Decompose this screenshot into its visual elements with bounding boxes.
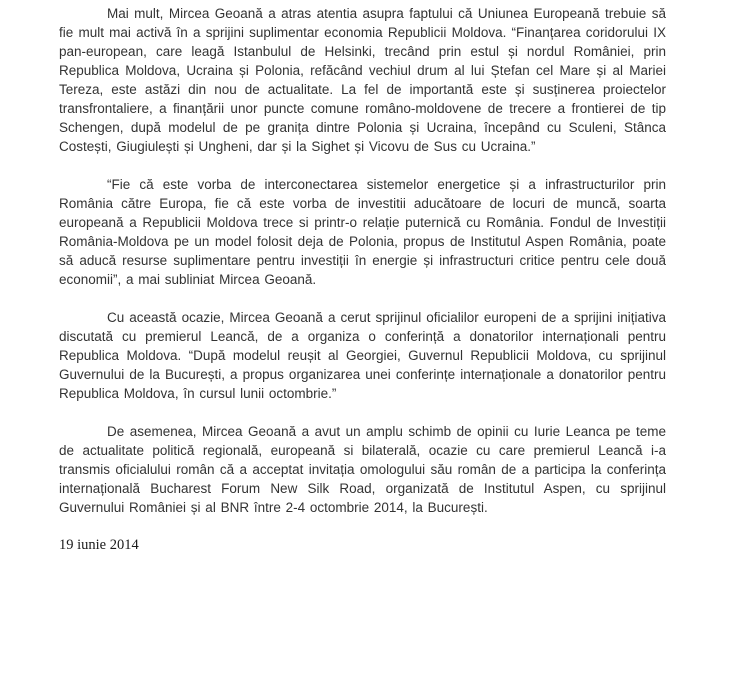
document-date: 19 iunie 2014: [59, 537, 139, 553]
paragraph-2: “Fie că este vorba de interconectarea sistemelor energetice și a infrastructurilor prin România către Europa, fie că este vorba de investitii aducătoare de locuri de muncă, soarta europeană a Republicii Moldova trece si printr-o relație puternică cu România. Fondul de Investiții România-Moldova pe un model folosit deja de Polonia, propus de Institutul Aspen România, poate să aducă resurse suplimentare pentru investiții în energie și infrastructuri critice pentru cele două economii”, a mai subliniat Mircea Geoană.: [59, 177, 666, 287]
paragraph-3: Cu această ocazie, Mircea Geoană a cerut sprijinul oficialilor europeni de a sprijini inițiativa discutată cu premierul Leancă, de a organiza o conferință a donatorilor internaționali pentru Republica Moldova. “După modelul reușit al Georgiei, Guvernul Republicii Moldova, cu sprijinul Guvernului de la București, a propus organizarea unei conferințe internaționale a donatorilor pentru Republica Moldova, în cursul lunii octombrie.”: [59, 310, 666, 401]
paragraph-4: De asemenea, Mircea Geoană a avut un amplu schimb de opinii cu Iurie Leanca pe teme de actualitate politică regională, europeană si bilaterală, ocazie cu care premierul Leancă i-a transmis oficialului român că a acceptat invitația omologului său român de a participa la conferința internațională Bucharest Forum New Silk Road, organizată de Institutul Aspen, cu sprijinul Guvernului României și al BNR între 2-4 octombrie 2014, la București.: [59, 424, 666, 515]
document-body: [59, 4, 666, 555]
paragraph-1: Mai mult, Mircea Geoană a atras atentia asupra faptului că Uniunea Europeană trebuie să fie mult mai activă în a sprijini suplimentar economia Republicii Moldova. “Finanțarea coridorului IX pan-european, care leagă Istanbulul de Helsinki, trecând prin estul și nordul României, prin Republica Moldova, Ucraina și Polonia, refăcând vechiul drum al lui Ștefan cel Mare și al Mariei Tereza, este astăzi din nou de actualitate. La fel de importantă este și susținerea proiectelor transfrontaliere, a finanțării unor puncte comune româno-moldovene de trecere a frontierei de tip Schengen, după modelul de pe granița dintre Polonia și Ucraina, începând cu Sculeni, Stânca Costești, Giugiulești și Ungheni, dar și la Sighet și Vicovu de Sus cu Ucraina.”: [59, 6, 666, 154]
